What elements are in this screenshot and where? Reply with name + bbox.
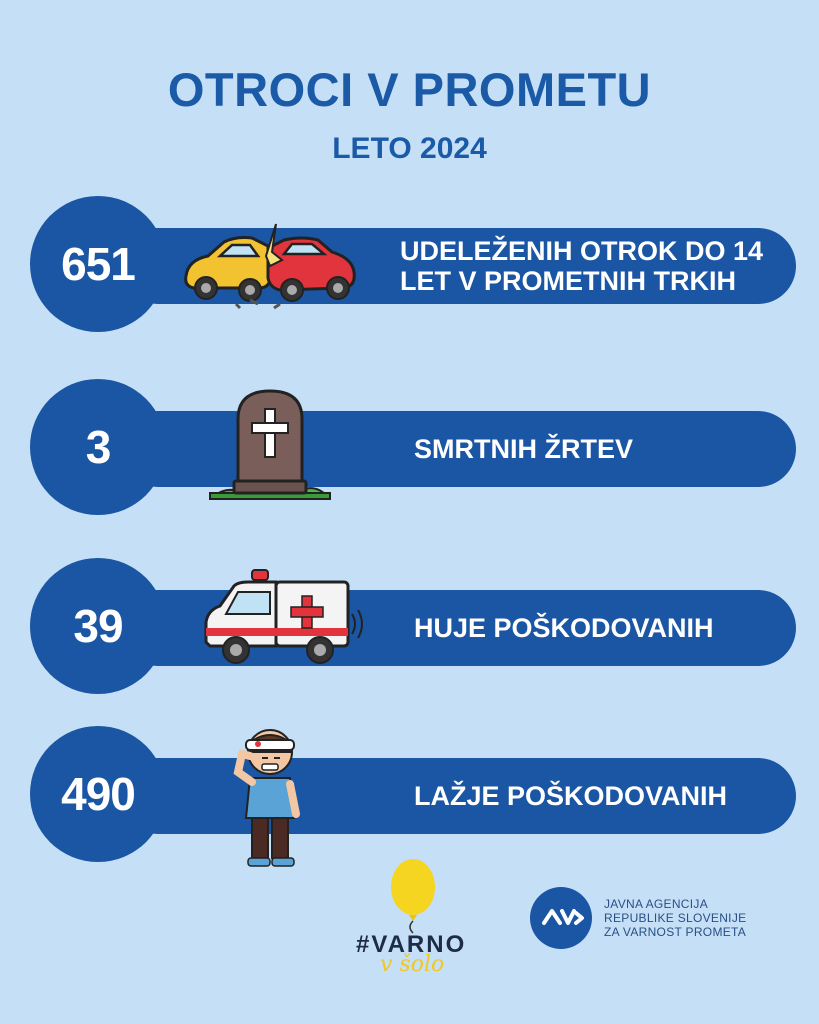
stat-label-text: SMRTNIH ŽRTEV — [414, 434, 633, 464]
stat-label — [414, 590, 794, 666]
ambulance-icon — [200, 566, 366, 670]
stat-value-circle — [30, 196, 166, 332]
car-crash-icon — [180, 216, 360, 316]
gravestone-icon — [208, 385, 332, 507]
stat-value: 490 — [61, 768, 135, 820]
campaign-subtitle: v šolo — [380, 952, 445, 977]
agency-name-line: JAVNA AGENCIJA — [604, 897, 709, 911]
stat-row-fatalities — [0, 379, 819, 519]
stat-value-circle — [30, 726, 166, 862]
page-subtitle: LETO 2024 — [332, 132, 487, 165]
stat-label-text: HUJE POŠKODOVANIH — [414, 613, 714, 643]
stat-value: 651 — [61, 238, 135, 290]
stat-label — [414, 758, 794, 834]
page-title: OTROCI V PROMETU — [167, 63, 652, 116]
stat-value-circle — [30, 379, 166, 515]
stat-value: 39 — [73, 600, 123, 652]
stat-row-lightly-injured — [0, 726, 819, 866]
stat-value: 3 — [85, 421, 111, 473]
injured-child-icon — [228, 726, 308, 872]
stat-value-circle — [30, 558, 166, 694]
stat-row-seriously-injured — [0, 558, 819, 698]
agency-name-line: REPUBLIKE SLOVENIJE — [604, 911, 747, 925]
agency-name-line: ZA VARNOST PROMETA — [604, 925, 747, 939]
stat-label — [414, 411, 794, 487]
stat-row-participants — [0, 196, 819, 336]
stat-label-text: UDELEŽENIH OTROK DO 14 LET V PROMETNIH TRKIH — [400, 236, 764, 296]
agency-logo-icon — [530, 887, 592, 949]
stat-label-text: LAŽJE POŠKODOVANIH — [414, 781, 728, 811]
campaign-hashtag: #VARNO — [356, 931, 467, 958]
agency-name — [604, 897, 746, 939]
stat-label — [400, 228, 780, 304]
agency-logo — [530, 887, 592, 949]
